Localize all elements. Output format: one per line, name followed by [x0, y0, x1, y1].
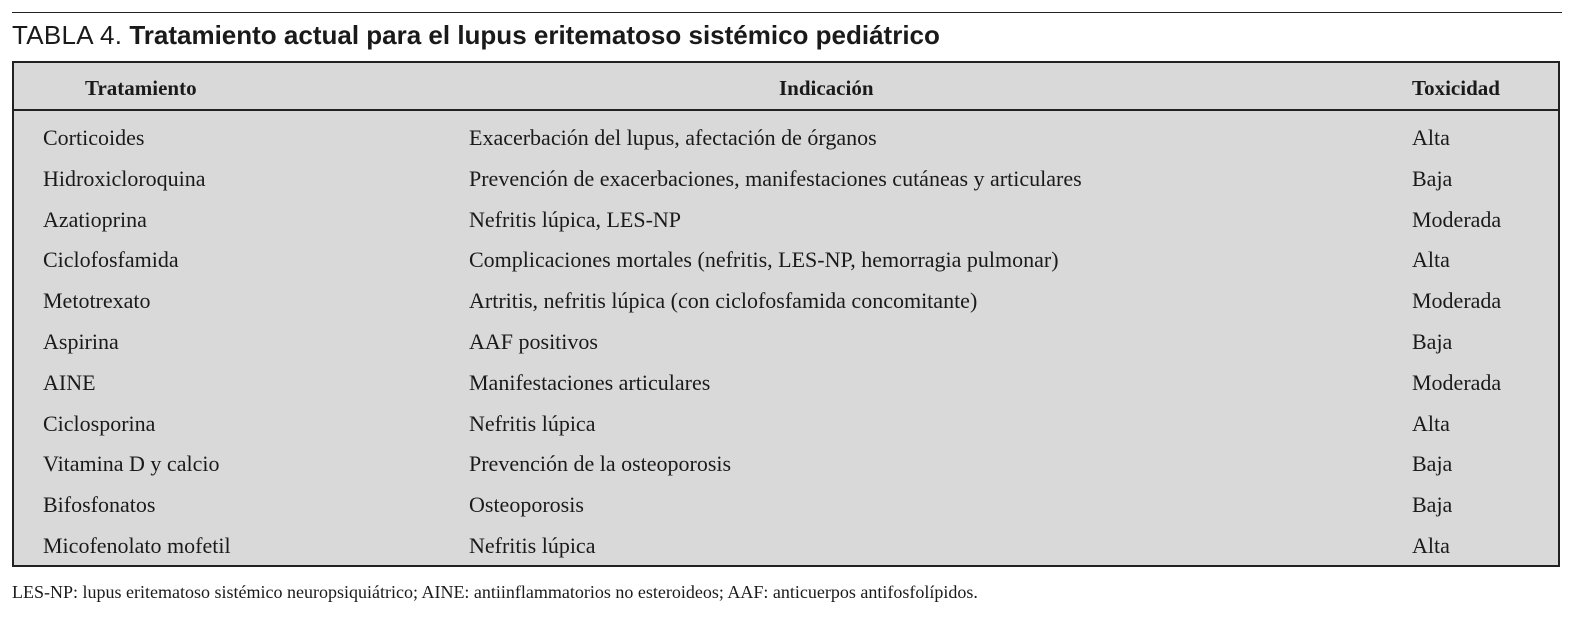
cell-indication: Artritis, nefritis lúpica (con ciclofosfamida concomitante) — [469, 288, 978, 314]
cell-indication: Manifestaciones articulares — [469, 369, 711, 395]
caption-label: TABLA 4. — [12, 20, 123, 50]
cell-treatment: Ciclofosfamida — [43, 247, 179, 273]
cell-indication: Prevención de la osteoporosis — [469, 451, 732, 477]
table-caption — [12, 17, 940, 54]
cell-treatment: Aspirina — [43, 328, 119, 354]
cell-toxicity: Alta — [1412, 410, 1450, 436]
header-toxicity: Toxicidad — [1412, 76, 1500, 100]
cell-treatment: Hidroxicloroquina — [43, 165, 206, 191]
caption-title: Tratamiento actual para el lupus eritematoso sistémico pediátrico — [129, 20, 940, 50]
cell-indication: Prevención de exacerbaciones, manifestaciones cutáneas y articulares — [469, 165, 1082, 191]
cell-indication: Complicaciones mortales (nefritis, LES-NP, hemorragia pulmonar) — [469, 247, 1059, 273]
cell-treatment: Ciclosporina — [43, 410, 156, 436]
table-row — [14, 441, 1558, 482]
cell-treatment: Corticoides — [43, 125, 145, 150]
header-indication: Indicación — [779, 76, 874, 100]
table-row — [14, 401, 1558, 442]
table-header — [14, 63, 1558, 111]
cell-toxicity: Moderada — [1412, 206, 1502, 232]
header-treatment: Tratamiento — [85, 76, 197, 100]
cell-toxicity: Baja — [1412, 492, 1453, 518]
top-rule — [12, 12, 1562, 13]
cell-treatment: Micofenolato mofetil — [43, 532, 231, 558]
cell-treatment: Azatioprina — [43, 206, 147, 232]
cell-treatment: Vitamina D y calcio — [43, 451, 220, 477]
cell-treatment: Bifosfonatos — [43, 492, 156, 518]
cell-treatment: AINE — [43, 369, 96, 395]
cell-toxicity: Baja — [1412, 328, 1453, 354]
table-row — [14, 482, 1558, 523]
table-footnote: LES-NP: lupus eritematoso sistémico neuropsiquiátrico; AINE: antiinflammatorios no esteroideos; AAF: anticuerpos antifosfolípidos. — [12, 582, 978, 602]
table-row — [14, 156, 1558, 197]
table-row — [14, 319, 1558, 360]
cell-toxicity: Baja — [1412, 451, 1453, 477]
cell-indication: Exacerbación del lupus, afectación de órganos — [469, 125, 877, 150]
cell-toxicity: Moderada — [1412, 288, 1502, 314]
table-row — [14, 197, 1558, 238]
cell-indication: Osteoporosis — [469, 492, 584, 518]
cell-toxicity: Alta — [1412, 247, 1450, 273]
cell-indication: Nefritis lúpica — [469, 532, 596, 558]
cell-treatment: Metotrexato — [43, 288, 151, 314]
cell-toxicity: Alta — [1412, 532, 1450, 558]
cell-indication: Nefritis lúpica, LES-NP — [469, 206, 682, 232]
table-row — [14, 278, 1558, 319]
cell-toxicity: Moderada — [1412, 369, 1502, 395]
cell-toxicity: Baja — [1412, 165, 1453, 191]
cell-toxicity: Alta — [1412, 125, 1450, 150]
table-row — [14, 523, 1558, 564]
cell-indication: AAF positivos — [469, 328, 598, 354]
table-row — [14, 115, 1558, 156]
cell-indication: Nefritis lúpica — [469, 410, 596, 436]
table-body — [14, 115, 1558, 564]
treatment-table — [12, 61, 1560, 567]
table-row — [14, 237, 1558, 278]
table-row — [14, 360, 1558, 401]
